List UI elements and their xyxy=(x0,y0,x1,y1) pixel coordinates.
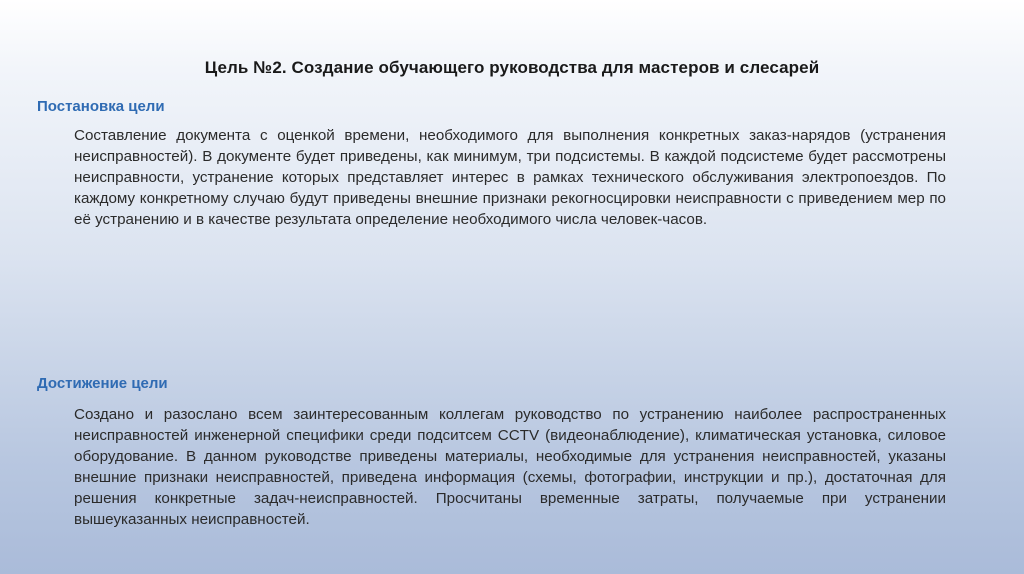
section-heading-goal-achievement: Достижение цели xyxy=(37,375,168,392)
slide-title: Цель №2. Создание обучающего руководства для мастеров и слесарей xyxy=(204,58,820,77)
section-text-goal-achievement: Создано и разослано всем заинтересованным коллегам руководство по устранению наиболее распространенных неисправностей инженерной специфики среди подситсем CCTV (видеонаблюдение), климатическая установка, силовое оборудование. В данном руководстве приведены материалы, необходимые для устранения неисправностей, указаны внешние признаки неисправностей, приведена информация (схемы, фотографии, инструкции и пр.), достаточная для решения конкретные задач-неисправностей. Просчитаны временные затраты, получаемые при устранении вышеуказанных неисправностей. xyxy=(74,406,946,528)
section-heading-goal-setting: Постановка цели xyxy=(37,98,165,115)
section-text-goal-setting: Составление документа с оценкой времени, необходимого для выполнения конкретных заказ-нарядов (устранения неисправностей). В документе будет приведены, как минимум, три подсистемы. В каждой подсистеме будет рассмотрены неисправности, устранение которых представляет интерес в рамках технического обслуживания электропоездов. По каждому конкретному случаю будут приведены внешние признаки рекогносцировки неисправности с приведением мер по её устранению и в качестве результата определение необходимого числа человек-часов. xyxy=(74,127,946,228)
